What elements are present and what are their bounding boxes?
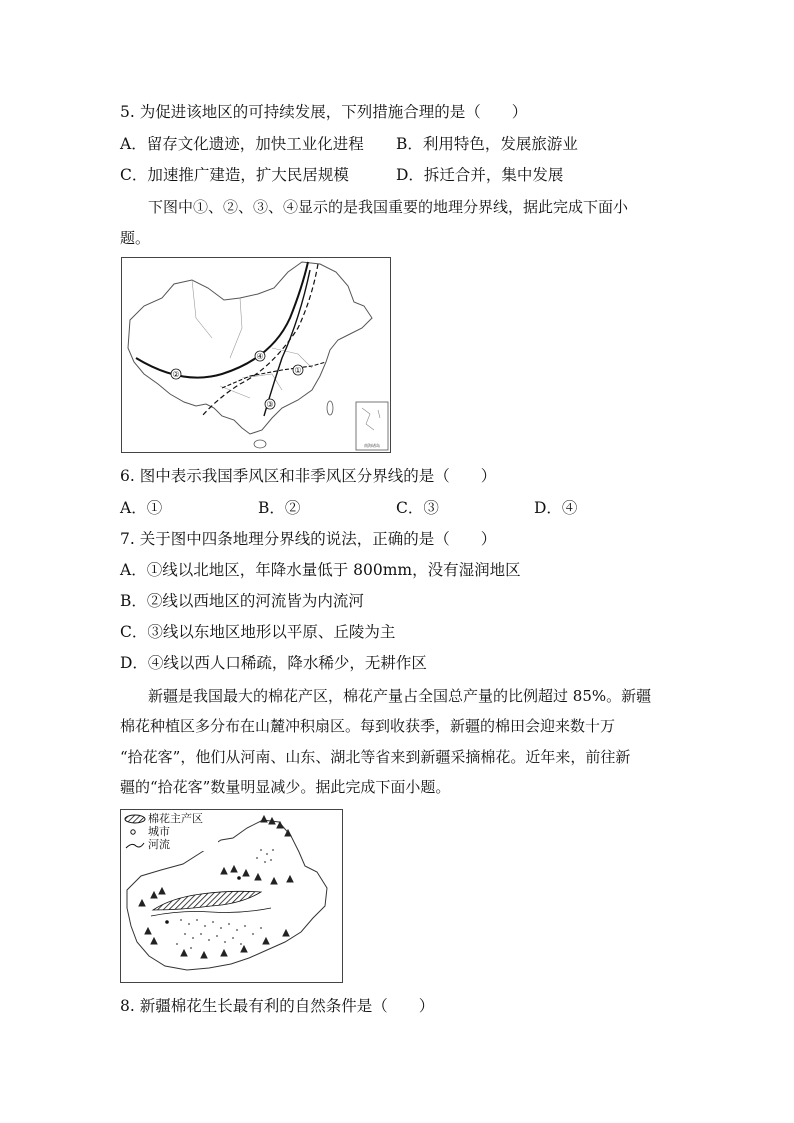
q5-option-c: C．加速推广建造，扩大民居规模 [120, 166, 349, 184]
intro2-line3: “拾花客”，他们从河南、山东、湖北等省来到新疆采摘棉花。近年来，前往新 [120, 748, 631, 766]
q6-option-a: A．① [120, 499, 163, 517]
q7-option-a: A．①线以北地区，年降水量低于 800mm，没有湿润地区 [120, 561, 521, 579]
cotton-area-swatch-icon [124, 814, 146, 824]
inset-caption: 南海诸岛 [364, 443, 380, 448]
q6-option-d: D．④ [534, 499, 578, 517]
q5-option-b: B．利用特色，发展旅游业 [396, 135, 578, 153]
map2-legend [124, 812, 218, 851]
q7-option-c: C．③线以东地区地形以平原、丘陵为主 [120, 623, 396, 641]
map1-label-1: ① [294, 366, 302, 375]
q6-stem: 6. 图中表示我国季风区和非季风区分界线的是（ ） [120, 467, 497, 485]
q6-option-c: C．③ [396, 499, 439, 517]
intro2-line4: 疆的“拾花客”数量明显减少。据此完成下面小题。 [120, 778, 451, 796]
map1-label-3: ③ [266, 400, 274, 409]
map1-label-2: ② [172, 370, 180, 379]
q6-option-b: B．② [258, 499, 301, 517]
intro1-line1: 下图中①、②、③、④显示的是我国重要的地理分界线，据此完成下面小 [148, 198, 629, 216]
q7-option-d: D．④线以西人口稀疏，降水稀少，无耕作区 [120, 654, 427, 672]
intro2-line2: 棉花种植区多分布在山麓冲积扇区。每到收获季，新疆的棉田会迎来数十万 [120, 717, 616, 735]
q5-option-a: A．留存文化遗迹，加快工业化进程 [120, 135, 364, 153]
legend-city-label: 城市 [148, 825, 170, 838]
q5-stem: 5. 为促进该地区的可持续发展，下列措施合理的是（ ） [120, 103, 528, 121]
legend-city-row [124, 825, 218, 838]
q7-option-b: B．②线以西地区的河流皆为内流河 [120, 592, 364, 610]
legend-river-label: 河流 [148, 838, 170, 851]
intro1-line2: 题。 [120, 229, 151, 247]
city-dot-icon [124, 827, 146, 837]
legend-cotton-label: 棉花主产区 [148, 812, 203, 825]
china-outline-svg [122, 258, 390, 452]
river-line-icon [124, 840, 146, 850]
q5-option-d: D．拆迁合并，集中发展 [396, 166, 564, 184]
intro2-line1: 新疆是我国最大的棉花产区，棉花产量占全国总产量的比例超过 85%。新疆 [148, 687, 652, 705]
xinjiang-cotton-map [120, 809, 343, 983]
china-boundary-map [121, 257, 391, 453]
q8-stem: 8. 新疆棉花生长最有利的自然条件是（ ） [120, 997, 435, 1015]
map1-label-4: ④ [256, 352, 264, 361]
q7-stem: 7. 关于图中四条地理分界线的说法，正确的是（ ） [120, 530, 497, 548]
legend-river-row [124, 838, 218, 851]
legend-cotton-row [124, 812, 218, 825]
